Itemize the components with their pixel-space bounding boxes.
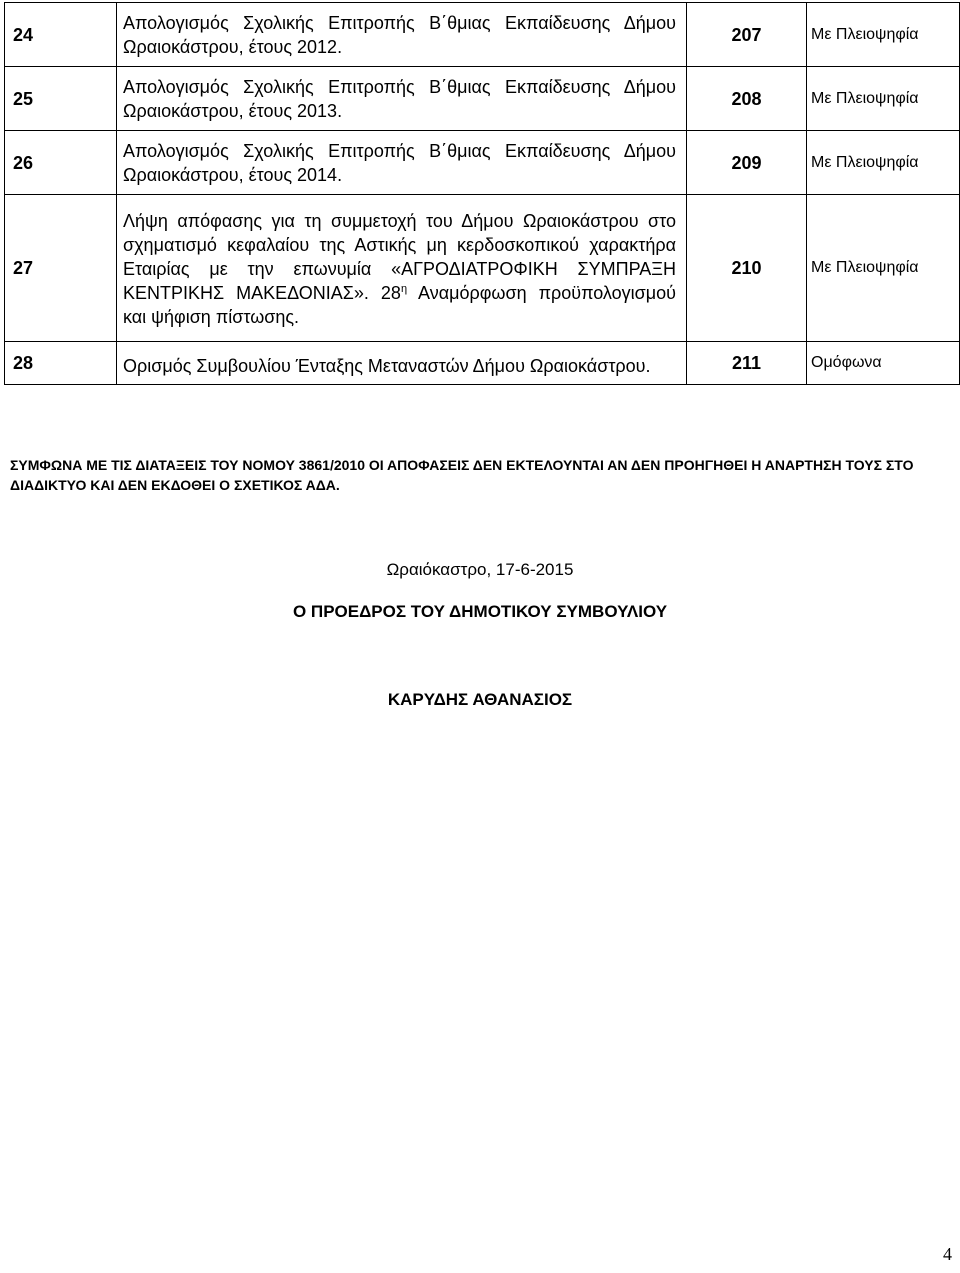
item-number: 26: [5, 131, 117, 195]
item-subject: Απολογισμός Σχολικής Επιτροπής Β΄θμιας Εκπαίδευσης Δήμου Ωραιοκάστρου, έτους 2014.: [117, 131, 687, 195]
president-title: Ο ΠΡΟΕΔΡΟΣ ΤΟΥ ΔΗΜΟΤΙΚΟΥ ΣΥΜΒΟΥΛΙΟΥ: [292, 602, 668, 621]
vote-result: Με Πλειοψηφία: [807, 67, 960, 131]
decision-number: 211: [687, 342, 807, 385]
item-subject: [117, 195, 687, 342]
president-name: ΚΑΡΥΔΗΣ ΑΘΑΝΑΣΙΟΣ: [387, 690, 573, 709]
table-row: [5, 131, 960, 195]
decision-number: 209: [687, 131, 807, 195]
legal-notice: ΣΥΜΦΩΝΑ ΜΕ ΤΙΣ ΔΙΑΤΑΞΕΙΣ ΤΟΥ ΝΟΜΟΥ 3861/2010 ΟΙ ΑΠΟΦΑΣΕΙΣ ΔΕΝ ΕΚΤΕΛΟΥΝΤΑΙ ΑΝ ΔΕΝ ΠΡΟΗΓΗΘΕΙ Η ΑΝΑΡΤΗΣΗ ΤΟΥΣ ΣΤΟ ΔΙΑΔΙΚΤΥΟ ΚΑΙ ΔΕΝ ΕΚΔΟΘΕΙ Ο ΣΧΕΤΙΚΟΣ ΑΔΑ.: [10, 457, 914, 493]
vote-result: Με Πλειοψηφία: [807, 131, 960, 195]
item-subject: Απολογισμός Σχολικής Επιτροπής Β΄θμιας Εκπαίδευσης Δήμου Ωραιοκάστρου, έτους 2013.: [117, 67, 687, 131]
item-subject-tail: Αναμόρφωση προϋπολογισμού και ψήφιση πίστωσης.: [123, 283, 676, 327]
vote-result: Ομόφωνα: [807, 342, 960, 385]
item-number: 24: [5, 3, 117, 67]
page-number: 4: [943, 1244, 952, 1264]
table-row: [5, 195, 960, 342]
table-row: [5, 342, 960, 385]
table-row: [5, 3, 960, 67]
item-number: 25: [5, 67, 117, 131]
table-row: [5, 67, 960, 131]
decisions-table: [4, 2, 960, 385]
item-number: 27: [5, 195, 117, 342]
place-date: Ωραιόκαστρο, 17-6-2015: [386, 560, 574, 579]
ordinal-superscript: η: [400, 283, 408, 295]
decision-number: 208: [687, 67, 807, 131]
decision-number: 210: [687, 195, 807, 342]
item-subject: Απολογισμός Σχολικής Επιτροπής Β΄θμιας Εκπαίδευσης Δήμου Ωραιοκάστρου, έτους 2012.: [117, 3, 687, 67]
item-number: 28: [5, 342, 117, 385]
decision-number: 207: [687, 3, 807, 67]
vote-result: Με Πλειοψηφία: [807, 3, 960, 67]
item-subject-main: Λήψη απόφασης για τη συμμετοχή του Δήμου Ωραιοκάστρου στο σχηματισμό κεφαλαίου της Αστικής μη κερδοσκοπικού χαρακτήρα Εταιρίας με την επωνυμία «ΑΓΡΟΔΙΑΤΡΟΦΙΚΗ ΣΥΜΠΡΑΞΗ ΚΕΝΤΡΙΚΗΣ ΜΑΚΕΔΟΝΙΑΣ». 28: [123, 211, 676, 303]
vote-result: Με Πλειοψηφία: [807, 195, 960, 342]
item-subject: Ορισμός Συμβουλίου Ένταξης Μεταναστών Δήμου Ωραιοκάστρου.: [117, 342, 687, 385]
